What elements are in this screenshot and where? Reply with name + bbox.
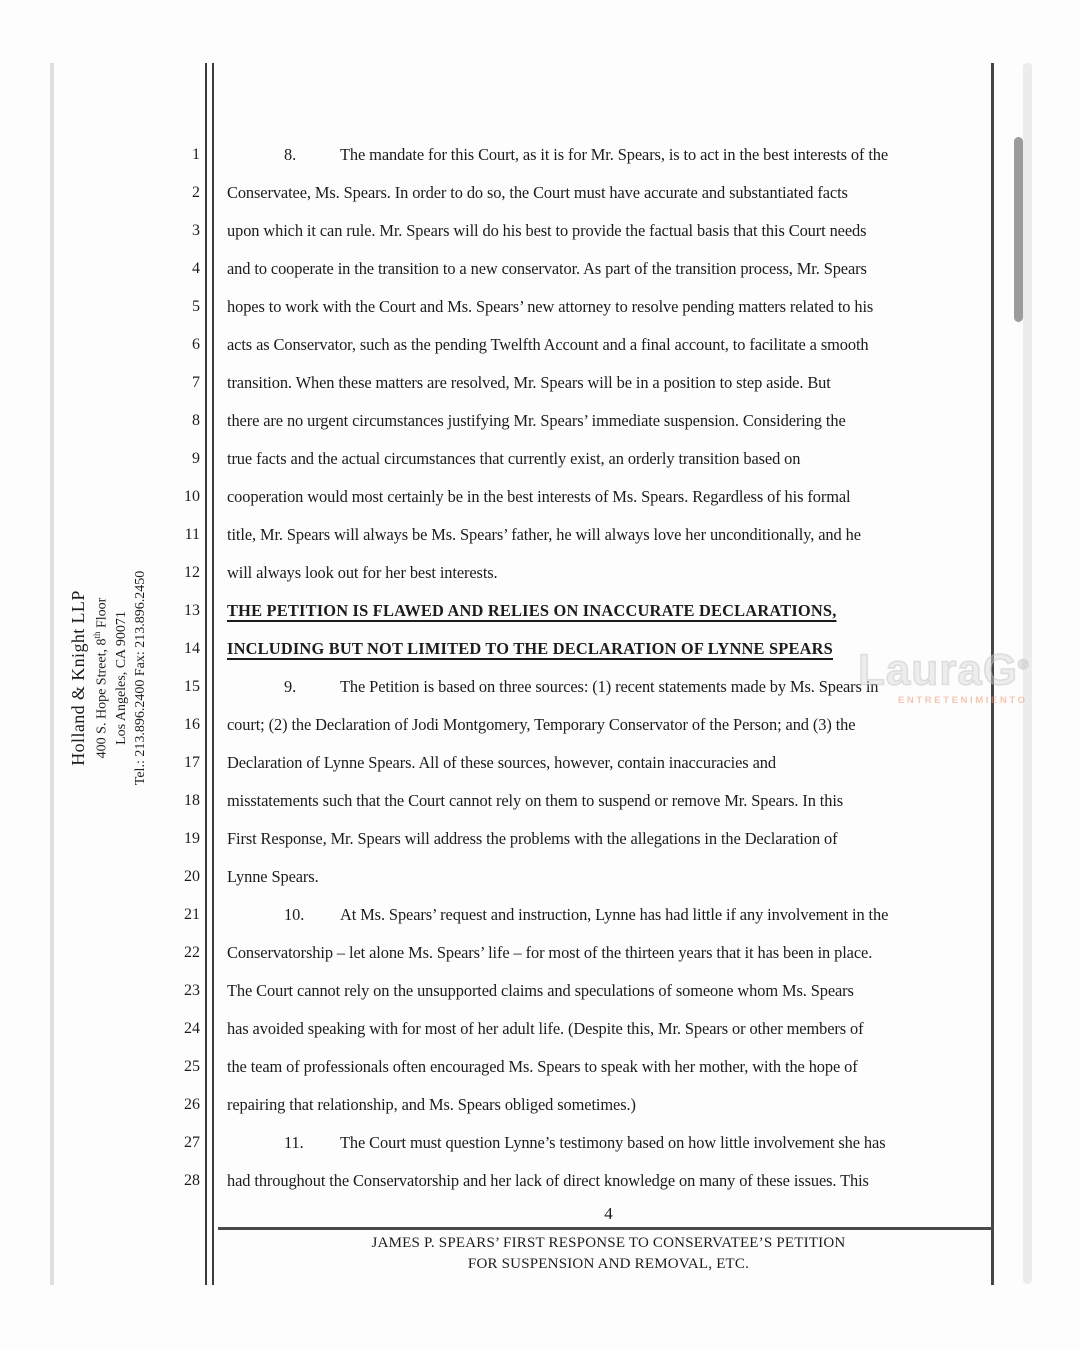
pleading-line xyxy=(162,402,1007,440)
line-number: 16 xyxy=(184,716,200,733)
pleading-line xyxy=(162,1010,1007,1048)
line-text: 10. At Ms. Spears’ request and instruction, Lynne has had little if any involvement in the xyxy=(227,896,1007,934)
pleading-line xyxy=(162,478,1007,516)
line-number: 4 xyxy=(192,260,200,277)
line-text: repairing that relationship, and Ms. Spears obliged sometimes.) xyxy=(227,1095,636,1114)
line-text xyxy=(227,630,1007,668)
line-number: 28 xyxy=(184,1172,200,1189)
section-heading: THE PETITION IS FLAWED AND RELIES ON INACCURATE DECLARATIONS, xyxy=(227,601,837,620)
line-text: true facts and the actual circumstances that currently exist, an orderly transition based on xyxy=(227,449,801,468)
pleading-line xyxy=(162,326,1007,364)
line-number: 25 xyxy=(184,1058,200,1075)
line-text: 11. The Court must question Lynne’s testimony based on how little involvement she has xyxy=(227,1124,1007,1162)
line-gutter xyxy=(200,1162,227,1200)
page-number: 4 xyxy=(604,1204,613,1223)
line-text: had throughout the Conservatorship and her lack of direct knowledge on many of these issues. This xyxy=(227,1171,869,1190)
pleading-line xyxy=(162,1162,1007,1200)
line-text: cooperation would most certainly be in the best interests of Ms. Spears. Regardless of his formal xyxy=(227,487,851,506)
line-gutter xyxy=(200,744,227,782)
line-number: 19 xyxy=(184,830,200,847)
line-gutter xyxy=(200,136,227,174)
pleading-line xyxy=(162,516,1007,554)
line-gutter xyxy=(200,858,227,896)
line-text: Declaration of Lynne Spears. All of these sources, however, contain inaccuracies and xyxy=(227,753,776,772)
line-number: 7 xyxy=(192,374,200,391)
pleading-line xyxy=(162,1124,1007,1162)
pleading-line xyxy=(162,250,1007,288)
pleading-line xyxy=(162,744,1007,782)
line-text: The Court cannot rely on the unsupported claims and speculations of someone whom Ms. Spears xyxy=(227,981,854,1000)
section-heading: INCLUDING BUT NOT LIMITED TO THE DECLARATION OF LYNNE SPEARS xyxy=(227,639,833,658)
line-gutter xyxy=(200,1048,227,1086)
line-text: misstatements such that the Court cannot rely on them to suspend or remove Mr. Spears. In this xyxy=(227,791,844,810)
line-gutter xyxy=(200,630,227,668)
line-gutter xyxy=(200,896,227,934)
line-text: title, Mr. Spears will always be Ms. Spears’ father, he will always love her unconditionally, and he xyxy=(227,525,861,544)
line-text: and to cooperate in the transition to a new conservator. As part of the transition process, Mr. Spears xyxy=(227,259,867,278)
line-gutter xyxy=(200,478,227,516)
line-gutter xyxy=(200,782,227,820)
pleading-line xyxy=(162,972,1007,1010)
line-number: 6 xyxy=(192,336,200,353)
pleading-line xyxy=(162,592,1007,630)
law-firm-address-line1: 400 S. Hope Street, 8th Floor xyxy=(92,597,110,759)
line-number: 23 xyxy=(184,982,200,999)
line-gutter xyxy=(200,972,227,1010)
footer-rule xyxy=(218,1227,993,1230)
line-number: 11 xyxy=(184,526,200,543)
line-gutter xyxy=(200,212,227,250)
line-gutter xyxy=(200,706,227,744)
line-number: 8 xyxy=(192,412,200,429)
line-text: 9. The Petition is based on three sources: (1) recent statements made by Ms. Spears in xyxy=(227,668,1007,706)
line-number: 1 xyxy=(192,146,200,163)
pleading-line xyxy=(162,440,1007,478)
pleading-line xyxy=(162,1086,1007,1124)
footer-title-line1: JAMES P. SPEARS’ FIRST RESPONSE TO CONSERVATEE’S PETITION xyxy=(371,1235,846,1251)
line-number: 3 xyxy=(192,222,200,239)
scrollbar-track[interactable] xyxy=(1023,63,1032,1284)
line-gutter xyxy=(200,402,227,440)
line-gutter xyxy=(200,668,227,706)
line-gutter xyxy=(200,364,227,402)
line-number: 15 xyxy=(184,678,200,695)
line-gutter xyxy=(200,1086,227,1124)
line-text: Lynne Spears. xyxy=(227,867,319,886)
line-text: 8. The mandate for this Court, as it is for Mr. Spears, is to act in the best interests of the xyxy=(227,136,1007,174)
line-text: Conservatorship – let alone Ms. Spears’ life – for most of the thirteen years that it has been in place. xyxy=(227,943,873,962)
paragraph-number: 11. xyxy=(284,1133,304,1152)
footer-title-line2: FOR SUSPENSION AND REMOVAL, ETC. xyxy=(467,1256,750,1272)
line-text: upon which it can rule. Mr. Spears will do his best to provide the factual basis that this Court needs xyxy=(227,221,867,240)
law-firm-address-line2: Los Angeles, CA 90071 xyxy=(113,611,129,745)
paragraph-number: 9. xyxy=(284,677,297,696)
pleading-line xyxy=(162,288,1007,326)
line-gutter xyxy=(200,554,227,592)
line-text xyxy=(227,592,1007,630)
law-firm-name: Holland & Knight LLP xyxy=(68,590,88,766)
line-number: 13 xyxy=(184,602,200,619)
pleading-line xyxy=(162,782,1007,820)
line-text: there are no urgent circumstances justifying Mr. Spears’ immediate suspension. Considering the xyxy=(227,411,846,430)
line-text: acts as Conservator, such as the pending Twelfth Account and a final account, to facilitate a smooth xyxy=(227,335,869,354)
line-number: 21 xyxy=(184,906,200,923)
line-number: 14 xyxy=(184,640,200,657)
line-gutter xyxy=(200,820,227,858)
line-text: the team of professionals often encouraged Ms. Spears to speak with her mother, with the hope of xyxy=(227,1057,858,1076)
line-gutter xyxy=(200,934,227,972)
line-gutter xyxy=(200,440,227,478)
pleading-line xyxy=(162,212,1007,250)
line-gutter xyxy=(200,1124,227,1162)
line-gutter xyxy=(200,174,227,212)
line-text: hopes to work with the Court and Ms. Spears’ new attorney to resolve pending matters related to his xyxy=(227,297,874,316)
pleading-line xyxy=(162,136,1007,174)
left-page-edge-line xyxy=(50,63,54,1285)
line-number: 18 xyxy=(184,792,200,809)
line-number: 22 xyxy=(184,944,200,961)
watermark-subtitle: ENTRETENIMIENTO xyxy=(898,694,1028,706)
line-number: 20 xyxy=(184,868,200,885)
line-text: will always look out for her best interests. xyxy=(227,563,498,582)
line-text: court; (2) the Declaration of Jodi Montgomery, Temporary Conservator of the Person; and (3) the xyxy=(227,715,856,734)
pleading-line xyxy=(162,554,1007,592)
line-number: 9 xyxy=(192,450,200,467)
line-number: 10 xyxy=(184,488,200,505)
line-text: Conservatee, Ms. Spears. In order to do so, the Court must have accurate and substantiated facts xyxy=(227,183,848,202)
line-number: 27 xyxy=(184,1134,200,1151)
pleading-line xyxy=(162,174,1007,212)
law-firm-contact: Tel.: 213.896.2400 Fax: 213.896.2450 xyxy=(132,570,148,786)
scrollbar-thumb[interactable] xyxy=(1014,137,1023,322)
line-number: 2 xyxy=(192,184,200,201)
line-number: 17 xyxy=(184,754,200,771)
line-gutter xyxy=(200,592,227,630)
attorney-address-block xyxy=(69,548,165,808)
pleading-line xyxy=(162,934,1007,972)
watermark-brand: LauraG® xyxy=(858,645,1030,695)
pleading-line xyxy=(162,364,1007,402)
line-text: First Response, Mr. Spears will address the problems with the allegations in the Declaration of xyxy=(227,829,838,848)
pleading-line xyxy=(162,1048,1007,1086)
line-text: transition. When these matters are resolved, Mr. Spears will be in a position to step aside. But xyxy=(227,373,831,392)
pleading-line xyxy=(162,668,1007,706)
line-number: 5 xyxy=(192,298,200,315)
document-body xyxy=(162,136,1007,1200)
line-gutter xyxy=(200,326,227,364)
line-gutter xyxy=(200,288,227,326)
line-number: 12 xyxy=(184,564,200,581)
paragraph-number: 8. xyxy=(284,145,297,164)
line-gutter xyxy=(200,1010,227,1048)
line-text: has avoided speaking with for most of her adult life. (Despite this, Mr. Spears or other members of xyxy=(227,1019,864,1038)
line-number: 26 xyxy=(184,1096,200,1113)
pleading-line xyxy=(162,820,1007,858)
paragraph-number: 10. xyxy=(284,905,305,924)
pleading-line xyxy=(162,896,1007,934)
pleading-line xyxy=(162,706,1007,744)
pleading-line xyxy=(162,858,1007,896)
pleading-line xyxy=(162,630,1007,668)
line-gutter xyxy=(200,516,227,554)
line-gutter xyxy=(200,250,227,288)
line-number: 24 xyxy=(184,1020,200,1037)
registered-mark-icon: ® xyxy=(1018,656,1030,672)
